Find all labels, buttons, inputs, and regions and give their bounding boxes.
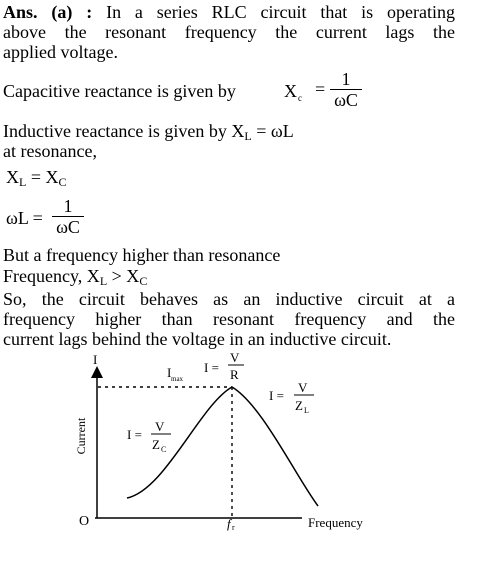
eq2-fraction xyxy=(52,196,84,237)
svg-text:R: R xyxy=(230,367,239,382)
svg-text:C: C xyxy=(161,445,167,454)
higher-line: But a frequency higher than resonance xyxy=(3,245,281,265)
capacitive-fraction xyxy=(330,69,362,110)
answer-line-3: applied voltage. xyxy=(3,42,118,62)
capacitive-eq: = xyxy=(315,79,326,99)
svg-text:I =: I = xyxy=(269,388,284,403)
answer-text-1: In a series RLC circuit that is operating xyxy=(106,2,456,22)
x-axis-label: Frequency xyxy=(308,515,363,530)
svg-text:Z: Z xyxy=(152,437,160,452)
capacitive-num: 1 xyxy=(341,69,351,89)
svg-text:max: max xyxy=(171,375,184,383)
so-line-3: current lags behind the voltage in an inductive circuit. xyxy=(3,329,392,349)
svg-text:r: r xyxy=(232,523,235,532)
capacitive-text: Capacitive reactance is given by xyxy=(3,81,236,101)
answer-line-1 xyxy=(3,2,455,22)
frequency-line: Frequency, $X_L > X_C$ xyxy=(3,266,148,288)
svg-text:V: V xyxy=(298,380,308,395)
eq1: $X_L = X_C$ xyxy=(6,167,67,189)
inductive-line: Inductive reactance is given by $X_L = \omega L$ xyxy=(3,121,294,143)
origin-label: O xyxy=(79,514,90,529)
answer-prefix: Ans. (a) : xyxy=(3,2,93,22)
so-line-1: So, the circuit behaves as an inductive circuit at a xyxy=(3,289,455,309)
at-resonance: at resonance, xyxy=(3,141,97,161)
eq2-den: ωC xyxy=(52,216,84,237)
left-formula xyxy=(127,419,171,454)
imax-label xyxy=(167,365,184,383)
capacitive-den: ωC xyxy=(330,89,362,110)
svg-text:Z: Z xyxy=(295,398,303,413)
top-formula xyxy=(204,350,244,382)
y-axis-letter: I xyxy=(93,352,98,367)
svg-text:I: I xyxy=(167,365,172,380)
svg-text:V: V xyxy=(230,350,240,365)
svg-text:L: L xyxy=(304,406,309,415)
right-formula xyxy=(269,380,314,415)
svg-text:V: V xyxy=(155,419,165,434)
so-line-2: frequency higher than resonant frequency and the xyxy=(3,309,455,329)
y-axis-label: Current xyxy=(74,417,88,455)
eq2-lhs: ωL = xyxy=(6,208,43,228)
capacitive-sub: c xyxy=(298,93,302,103)
capacitive-var: X xyxy=(284,81,297,101)
answer-line-2: above the resonant frequency the current lags the xyxy=(3,22,455,42)
svg-text:I =: I = xyxy=(127,427,142,442)
resonance-graph xyxy=(0,350,488,568)
svg-text:f: f xyxy=(227,516,231,531)
eq2-num: 1 xyxy=(63,196,73,216)
svg-text:I =: I = xyxy=(204,360,219,375)
